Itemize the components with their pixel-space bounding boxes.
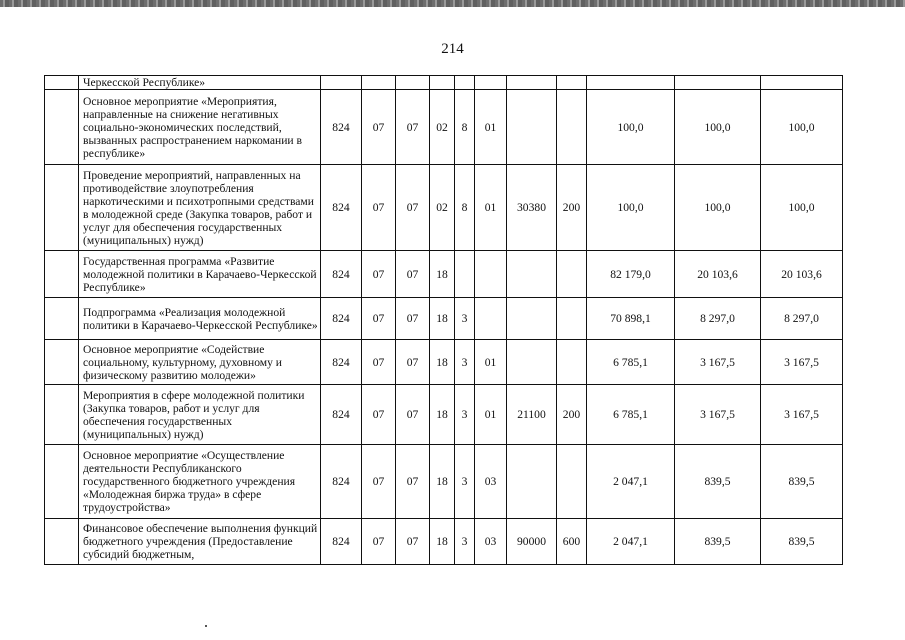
row-name-cell: Основное мероприятие «Осуществление деятельности Республиканского государственного бюджетного учреждения «Молодежная биржа труда» в сфере трудоустройства» [79,445,321,519]
subsection-code-cell: 07 [396,340,430,385]
amount-year2-cell: 8 297,0 [675,298,761,340]
table-row [45,340,843,385]
subsection-code-cell: 07 [396,445,430,519]
program-code-cell: 18 [430,385,455,445]
section-code-cell: 07 [362,385,396,445]
department-code-cell: 824 [321,165,362,251]
row-name-cell: Проведение мероприятий, направленных на противодействие злоупотребления наркотическими и психотропными средствами в молодежной среде (Закупка товаров, работ и услуг для обеспечения государственных (муниципальных) нужд) [79,165,321,251]
direction-code-cell [507,340,557,385]
activity-code-cell [475,76,507,90]
subsection-code-cell: 07 [396,385,430,445]
amount-year1-cell [587,76,675,90]
activity-code-cell [475,251,507,298]
row-name-cell: Государственная программа «Развитие молодежной политики в Карачаево-Черкесской Республике» [79,251,321,298]
subsection-code-cell: 07 [396,298,430,340]
amount-year1-cell: 82 179,0 [587,251,675,298]
section-code-cell: 07 [362,165,396,251]
direction-code-cell: 90000 [507,519,557,565]
subsection-code-cell: 07 [396,90,430,165]
amount-year1-cell: 70 898,1 [587,298,675,340]
amount-year3-cell: 100,0 [761,165,843,251]
activity-code-cell [475,298,507,340]
expense-type-cell [557,76,587,90]
direction-code-cell [507,76,557,90]
row-name-cell: Черкесской Республике» [79,76,321,90]
amount-year1-cell: 6 785,1 [587,385,675,445]
program-code-cell: 18 [430,445,455,519]
amount-year2-cell: 839,5 [675,519,761,565]
row-number-cell [45,519,79,565]
amount-year2-cell: 100,0 [675,165,761,251]
activity-code-cell: 01 [475,385,507,445]
amount-year1-cell: 6 785,1 [587,340,675,385]
amount-year3-cell [761,76,843,90]
department-code-cell: 824 [321,445,362,519]
direction-code-cell [507,298,557,340]
subsection-code-cell: 07 [396,165,430,251]
program-code-cell: 02 [430,165,455,251]
section-code-cell: 07 [362,298,396,340]
amount-year1-cell: 2 047,1 [587,519,675,565]
activity-code-cell: 01 [475,340,507,385]
amount-year2-cell: 3 167,5 [675,385,761,445]
amount-year3-cell: 839,5 [761,519,843,565]
table-row [45,90,843,165]
expense-type-cell [557,90,587,165]
budget-table-body [45,76,843,565]
row-name-cell: Мероприятия в сфере молодежной политики (Закупка товаров, работ и услуг для обеспечения государственных (муниципальных) нужд) [79,385,321,445]
table-row [45,251,843,298]
row-name-cell: Основное мероприятие «Содействие социальному, культурному, духовному и физическому развитию молодежи» [79,340,321,385]
amount-year3-cell: 839,5 [761,445,843,519]
department-code-cell: 824 [321,90,362,165]
row-name-cell: Основное мероприятие «Мероприятия, направленные на снижение негативных социально-экономических последствий, вызванных распространением наркомании в республике» [79,90,321,165]
activity-code-cell: 01 [475,90,507,165]
department-code-cell: 824 [321,340,362,385]
row-name-cell: Финансовое обеспечение выполнения функций бюджетного учреждения (Предоставление субсидий бюджетным, [79,519,321,565]
table-row [45,298,843,340]
activity-code-cell: 03 [475,519,507,565]
row-number-cell [45,90,79,165]
program-code-cell: 18 [430,298,455,340]
program-code-cell: 18 [430,251,455,298]
direction-code-cell: 30380 [507,165,557,251]
amount-year2-cell: 839,5 [675,445,761,519]
amount-year1-cell: 100,0 [587,90,675,165]
program-code-cell [430,76,455,90]
subprogram-code-cell [455,76,475,90]
expense-type-cell: 200 [557,165,587,251]
expense-type-cell: 200 [557,385,587,445]
page-number: 214 [441,41,464,57]
amount-year1-cell: 2 047,1 [587,445,675,519]
table-row [45,385,843,445]
table-row [45,165,843,251]
subprogram-code-cell: 3 [455,519,475,565]
department-code-cell [321,76,362,90]
section-code-cell: 07 [362,251,396,298]
row-number-cell [45,76,79,90]
table-row [45,76,843,90]
subsection-code-cell: 07 [396,251,430,298]
amount-year2-cell: 20 103,6 [675,251,761,298]
subprogram-code-cell: 3 [455,298,475,340]
subprogram-code-cell: 3 [455,445,475,519]
subsection-code-cell [396,76,430,90]
amount-year2-cell: 100,0 [675,90,761,165]
department-code-cell: 824 [321,519,362,565]
row-number-cell [45,251,79,298]
budget-table [44,75,843,565]
scan-top-border [0,0,905,7]
section-code-cell: 07 [362,340,396,385]
section-code-cell [362,76,396,90]
activity-code-cell: 01 [475,165,507,251]
expense-type-cell [557,340,587,385]
direction-code-cell [507,445,557,519]
department-code-cell: 824 [321,251,362,298]
expense-type-cell [557,298,587,340]
subprogram-code-cell: 8 [455,165,475,251]
amount-year3-cell: 100,0 [761,90,843,165]
expense-type-cell: 600 [557,519,587,565]
department-code-cell: 824 [321,298,362,340]
activity-code-cell: 03 [475,445,507,519]
amount-year1-cell: 100,0 [587,165,675,251]
subprogram-code-cell [455,251,475,298]
subsection-code-cell: 07 [396,519,430,565]
expense-type-cell [557,445,587,519]
program-code-cell: 18 [430,340,455,385]
table-row [45,519,843,565]
amount-year2-cell [675,76,761,90]
row-name-cell: Подпрограмма «Реализация молодежной политики в Карачаево-Черкесской Республике» [79,298,321,340]
department-code-cell: 824 [321,385,362,445]
program-code-cell: 18 [430,519,455,565]
table-row [45,445,843,519]
row-number-cell [45,165,79,251]
direction-code-cell [507,90,557,165]
expense-type-cell [557,251,587,298]
row-number-cell [45,298,79,340]
row-number-cell [45,340,79,385]
amount-year3-cell: 8 297,0 [761,298,843,340]
direction-code-cell: 21100 [507,385,557,445]
amount-year3-cell: 3 167,5 [761,385,843,445]
subprogram-code-cell: 8 [455,90,475,165]
subprogram-code-cell: 3 [455,385,475,445]
section-code-cell: 07 [362,90,396,165]
subprogram-code-cell: 3 [455,340,475,385]
amount-year3-cell: 20 103,6 [761,251,843,298]
row-number-cell [45,385,79,445]
section-code-cell: 07 [362,445,396,519]
section-code-cell: 07 [362,519,396,565]
amount-year2-cell: 3 167,5 [675,340,761,385]
amount-year3-cell: 3 167,5 [761,340,843,385]
scan-artifact-dot [205,625,207,627]
program-code-cell: 02 [430,90,455,165]
row-number-cell [45,445,79,519]
direction-code-cell [507,251,557,298]
